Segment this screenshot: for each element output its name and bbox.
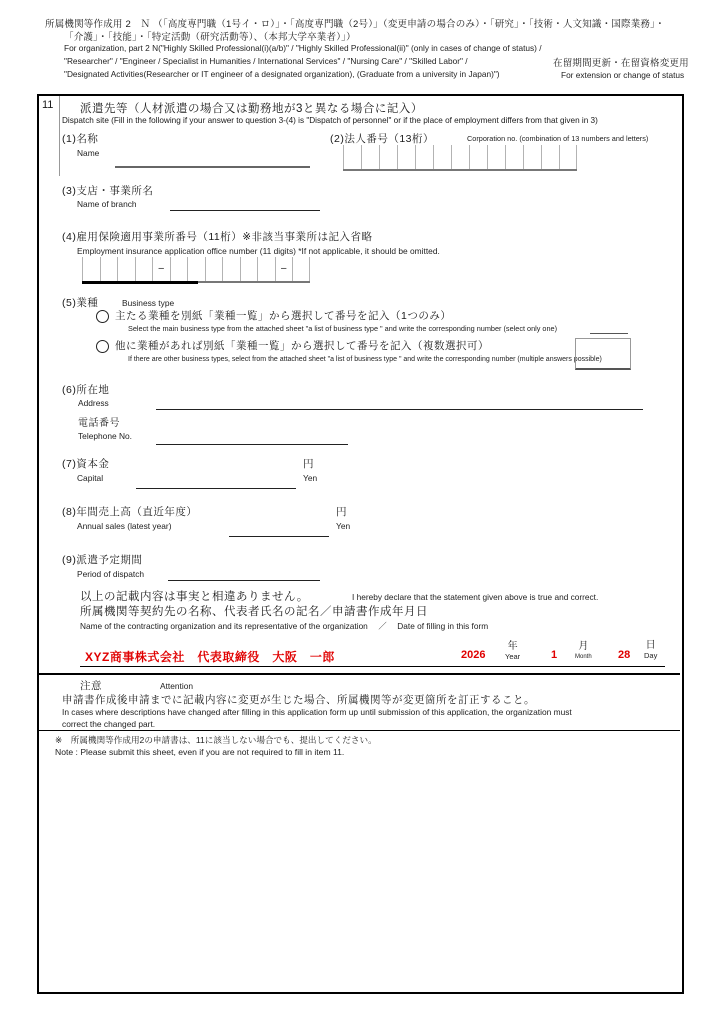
form-title-en-line1: For organization, part 2 N("Highly Skilled Professional(i)(a/b)" / "Highly Skilled Professional(ii)" (only in cases of change of status) / [64, 43, 542, 53]
section-title-en: Dispatch site (Fill in the following if your answer to question 3-(4) is "Dispatch of personnel" or if the place of employment differs from that given in 3) [62, 116, 598, 125]
date-year-value[interactable]: 2026 [461, 649, 486, 661]
q7-label-jp: (7)資本金 [62, 458, 110, 470]
other-business-radio-icon[interactable] [96, 340, 109, 353]
form-title-jp-line2: 「介護」・「技能」・「特定活動（研究活動等）、（本邦大学卒業者）」） [64, 32, 356, 43]
month-label-jp: 月 [578, 641, 589, 652]
q8-unit-jp: 円 [336, 506, 347, 518]
digit-cell[interactable] [487, 145, 505, 169]
q5-main-number-field[interactable] [590, 319, 628, 334]
month-label [575, 642, 592, 662]
digit-cell[interactable] [240, 257, 258, 281]
footnote-en: Note : Please submit this sheet, even if you are not required to fill in item 11. [55, 747, 345, 757]
footnote-divider [38, 730, 680, 731]
corporation-number-grid[interactable] [343, 145, 577, 171]
digit-cell[interactable] [505, 145, 523, 169]
q5-label-jp: (5)業種 [62, 297, 99, 309]
digit-cell[interactable] [397, 145, 415, 169]
q8-label-en: Annual sales (latest year) [77, 521, 172, 531]
section-divider [38, 673, 680, 675]
q5-label-en: Business type [122, 298, 175, 308]
digit-cell[interactable] [205, 257, 223, 281]
item-number: 11 [42, 99, 54, 111]
digit-cell[interactable] [523, 145, 541, 169]
separator-cell: − [152, 257, 170, 281]
form-title-en-line3: "Designated Activities(Researcher or IT engineer of a designated organization), (Graduate from a university in Japan)") [64, 69, 500, 79]
year-label-en: Year [505, 652, 521, 661]
q2-label-jp: (2)法人番号（13桁） [330, 133, 435, 145]
q5-opt1-en: Select the main business type from the attached sheet "a list of business type " and write the corresponding number (select only one) [128, 324, 558, 333]
q9-label-en: Period of dispatch [77, 569, 145, 579]
q8-sales-field[interactable] [229, 522, 329, 537]
q6-label-en: Address [78, 398, 109, 408]
digit-cell[interactable] [222, 257, 240, 281]
insurance-number-grid[interactable] [82, 257, 310, 283]
q6-telephone-field[interactable] [156, 430, 348, 445]
q9-label-jp: (9)派遣予定期間 [62, 554, 143, 566]
q2-label-en: Corporation no. (combination of 13 numbers and letters) [467, 134, 649, 143]
q6-tel-label-en: Telephone No. [78, 431, 133, 441]
q1-name-field[interactable] [115, 152, 310, 168]
q6-tel-label-jp: 電話番号 [78, 418, 120, 429]
q3-label-jp: (3)支店・事業所名 [62, 185, 154, 197]
q4-label-jp: (4)雇用保険適用事業所番号（11桁）※非該当事業所は記入省略 [62, 231, 373, 243]
date-day-value[interactable]: 28 [618, 649, 631, 661]
q1-label-en: Name [77, 148, 100, 158]
q9-period-field[interactable] [168, 566, 320, 581]
form-title-jp-line1: 所属機関等作成用 2 Ｎ （「高度専門職（1号イ・ロ）」・「高度専門職（2号）」（変更申請の場合のみ）・「研究」・「技術・人文知識・国際業務」・ [45, 19, 665, 30]
q7-unit-en: Yen [303, 473, 318, 483]
q6-label-jp: (6)所在地 [62, 384, 110, 396]
digit-cell[interactable] [361, 145, 379, 169]
q5-opt2-en: If there are other business types, select from the attached sheet "a list of business type " and write the corresponding number (multiple answers possible) [128, 356, 602, 363]
attention-title-en: Attention [160, 681, 194, 691]
digit-cell[interactable] [135, 257, 153, 281]
digit-cell[interactable] [433, 145, 451, 169]
day-label [644, 641, 657, 661]
month-label-en: Month [575, 654, 592, 660]
digit-cell[interactable] [541, 145, 559, 169]
footnote-jp: ※ 所属機関等作成用2の申請書は、11に該当しない場合でも、提出してください。 [55, 735, 377, 745]
digit-cell[interactable] [343, 145, 361, 169]
q8-label-jp: (8)年間売上高（直近年度） [62, 506, 198, 518]
digit-cell[interactable] [379, 145, 397, 169]
digit-cell[interactable] [469, 145, 487, 169]
q3-label-en: Name of branch [77, 199, 137, 209]
attention-body-en1: In cases where descriptions have changed after filling in this application form up until submission of this application, the organization must [62, 707, 572, 717]
q7-unit-jp: 円 [303, 458, 314, 470]
digit-cell[interactable] [170, 257, 188, 281]
year-label [505, 642, 520, 662]
digit-cell[interactable] [451, 145, 469, 169]
attention-title-jp: 注意 [80, 680, 102, 692]
q5-opt2-jp: 他に業種があれば別紙「業種一覧」から選択して番号を記入（複数選択可） [115, 340, 489, 352]
digit-cell[interactable] [82, 257, 100, 281]
digit-cell[interactable] [100, 257, 118, 281]
section-title-jp: 派遣先等（人材派遣の場合又は勤務地が3と異なる場合に記入） [80, 103, 423, 115]
day-label-en: Day [644, 651, 658, 660]
date-month-value[interactable]: 1 [551, 649, 558, 661]
item-number-divider [59, 96, 60, 176]
q3-branch-field[interactable] [170, 196, 320, 211]
form-purpose-jp: 在留期間更新・在留資格変更用 [553, 58, 689, 69]
digit-cell[interactable] [415, 145, 433, 169]
main-business-radio-icon[interactable] [96, 310, 109, 323]
q8-unit-en: Yen [336, 521, 351, 531]
declaration-en: I hereby declare that the statement given above is true and correct. [352, 592, 599, 602]
signature-underline [80, 666, 665, 667]
organization-signature[interactable]: XYZ商事株式会社 代表取締役 大阪 一郎 [85, 650, 335, 664]
form-title-en-line2: "Researcher" / "Engineer / Specialist in Humanities / International Services" / "Nursing Care" / "Skilled Labor" / [64, 56, 468, 66]
digit-cell[interactable] [117, 257, 135, 281]
q5-other-numbers-box[interactable] [575, 338, 631, 370]
separator-cell: − [275, 257, 293, 281]
q5-opt1-jp: 主たる業種を別紙「業種一覧」から選択して番号を記入（1つのみ） [115, 310, 452, 322]
day-label-jp: 日 [645, 640, 656, 651]
q7-capital-field[interactable] [136, 474, 296, 489]
attention-body-en2: correct the changed part. [62, 719, 156, 729]
year-label-jp: 年 [507, 641, 518, 652]
attention-body-jp: 申請書作成後申請までに記載内容に変更が生じた場合、所属機関等が変更箇所を訂正すること。 [62, 694, 535, 706]
q7-label-en: Capital [77, 473, 104, 483]
signature-heading-en: Name of the contracting organization and its representative of the organization ／ Date of filling in this form [80, 621, 489, 631]
digit-cell[interactable] [292, 257, 310, 281]
insurance-grid-accent-line [82, 281, 198, 284]
q4-label-en: Employment insurance application office number (11 digits) *If not applicable, it should be omitted. [77, 246, 440, 256]
q1-label-jp: (1)名称 [62, 133, 99, 145]
signature-heading-jp: 所属機関等契約先の名称、代表者氏名の記名／申請書作成年月日 [80, 606, 428, 618]
q6-address-field[interactable] [156, 395, 643, 410]
digit-cell[interactable] [257, 257, 275, 281]
form-purpose-en: For extension or change of status [561, 70, 685, 80]
digit-cell[interactable] [187, 257, 205, 281]
digit-cell[interactable] [559, 145, 577, 169]
declaration-jp: 以上の記載内容は事実と相違ありません。 [80, 591, 309, 603]
